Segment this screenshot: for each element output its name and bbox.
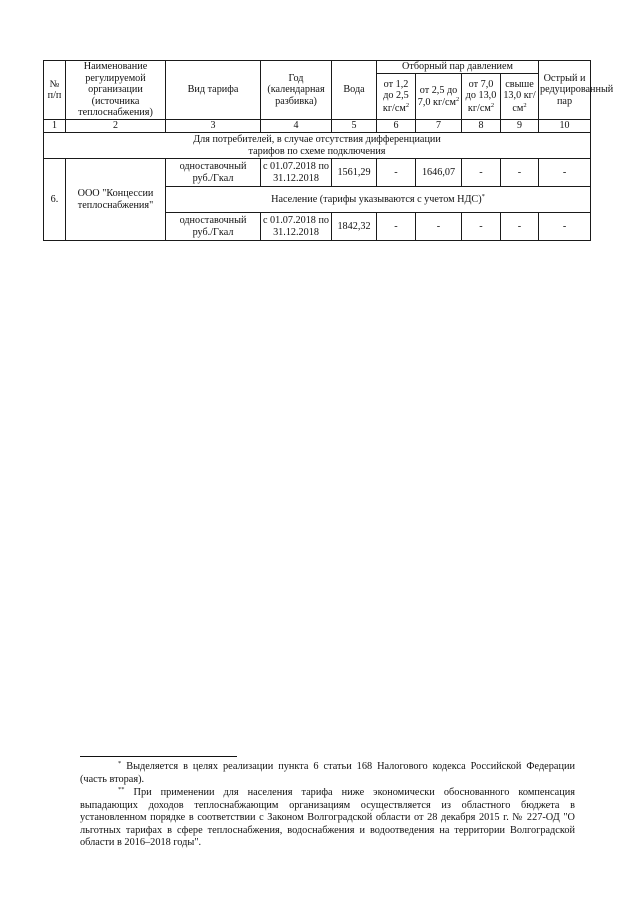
- header-no: № п/п: [44, 61, 66, 120]
- value-water: 1842,32: [332, 213, 377, 241]
- footnote: ** При применении для населения тарифа ниже экономически обоснованного компенсация выпадающих доходов теплоснабжающим организациям осуществляется из областного бюджета в установленном порядке в соответствии с Законом Волгоградской области от 28 декабря 2015 г. № 227-ОД "О льготных тарифах в сфере теплоснабжения, водоснабжения и водоотведения на территории Волгоградской области в 2016–2018 годы".: [80, 786, 575, 849]
- section-title-population: Население (тарифы указываются с учетом НДС)*: [166, 187, 591, 213]
- value-pressure-1: -: [377, 213, 416, 241]
- column-number-row: [44, 120, 591, 133]
- header-organization: Наименование регулируемой организации (источника теплоснабжения): [66, 61, 166, 120]
- footnote-separator: [80, 756, 237, 757]
- header-year: Год (календарная разбивка): [261, 61, 332, 120]
- col-number: 9: [501, 120, 539, 133]
- row-number: 6.: [44, 159, 66, 241]
- header-pressure-1: от 1,2 до 2,5 $кг/см^2$: [377, 74, 416, 120]
- header-pressure-3: от 7,0 до 13,0 $кг/см^2$: [462, 74, 501, 120]
- tariff-type: одноставочный руб./Гкал: [166, 213, 261, 241]
- value-pressure-4: -: [501, 213, 539, 241]
- table-row: [44, 159, 591, 187]
- col-number: 5: [332, 120, 377, 133]
- value-pressure-2: 1646,07: [416, 159, 462, 187]
- tariff-table: [43, 60, 614, 241]
- value-pressure-3: -: [462, 213, 501, 241]
- header-water: Вода: [332, 61, 377, 120]
- footnote: * Выделяется в целях реализации пункта 6 статьи 168 Налогового кодекса Российской Федерации (часть вторая).: [80, 760, 575, 785]
- tariff-period: с 01.07.2018 по 31.12.2018: [261, 213, 332, 241]
- header-pressure-4: свыше 13,0 $кг/см^2$: [501, 74, 539, 120]
- section-title-consumers: Для потребителей, в случае отсутствия дифференциации тарифов по схеме подключения: [44, 133, 591, 159]
- value-sharp-steam: -: [539, 159, 591, 187]
- header-pressure-2: от 2,5 до 7,0 $кг/см^2$: [416, 74, 462, 120]
- col-number: 8: [462, 120, 501, 133]
- value-pressure-2: -: [416, 213, 462, 241]
- tariff-type: одноставочный руб./Гкал: [166, 159, 261, 187]
- value-sharp-steam: -: [539, 213, 591, 241]
- col-number: 1: [44, 120, 66, 133]
- tariff-period: с 01.07.2018 по 31.12.2018: [261, 159, 332, 187]
- col-number: 3: [166, 120, 261, 133]
- col-number: 4: [261, 120, 332, 133]
- value-pressure-1: -: [377, 159, 416, 187]
- header-steam-group: Отборный пар давлением: [377, 61, 539, 74]
- header-sharp-steam: Острый и редуцированный пар: [539, 61, 591, 120]
- value-pressure-4: -: [501, 159, 539, 187]
- footnotes: [80, 760, 575, 850]
- col-number: 2: [66, 120, 166, 133]
- organization-name: ООО "Концессии теплоснабжения": [66, 159, 166, 241]
- value-pressure-3: -: [462, 159, 501, 187]
- value-water: 1561,29: [332, 159, 377, 187]
- col-number: 7: [416, 120, 462, 133]
- header-tariff-type: Вид тарифа: [166, 61, 261, 120]
- col-number: 10: [539, 120, 591, 133]
- col-number: 6: [377, 120, 416, 133]
